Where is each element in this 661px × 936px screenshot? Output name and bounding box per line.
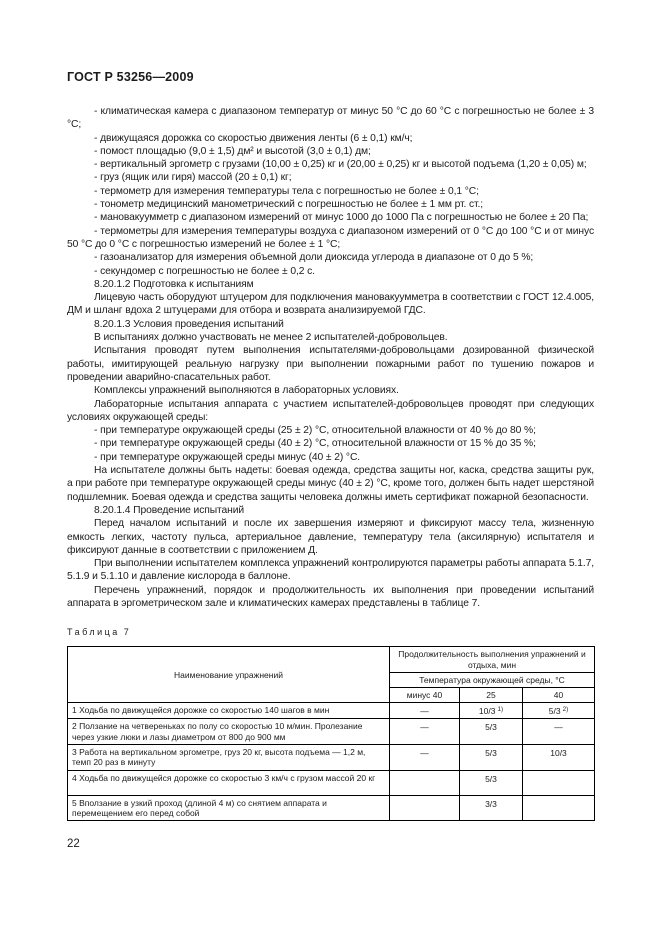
paragraph: - при температуре окружающей среды минус (40 ± 2) °С. xyxy=(94,451,361,463)
table-row xyxy=(68,719,595,745)
value-cell-40 xyxy=(523,795,595,821)
footnote-marker: 1) xyxy=(497,705,504,713)
paragraph: Комплексы упражнений выполняются в лабораторных условиях. xyxy=(94,385,399,397)
column-header-25: 25 xyxy=(460,688,523,703)
table-caption-number: 7 xyxy=(123,627,129,638)
paragraph: - секундомер с погрешностью не более ± 0,2 с. xyxy=(94,265,315,277)
column-header-temperature-group: Температура окружающей среды, °С xyxy=(390,672,595,687)
page-number: 22 xyxy=(67,838,80,851)
value-cell-40 xyxy=(523,770,595,795)
exercise-name-cell: 1 Ходьба по движущейся дорожке со скоростью 140 шагов в мин xyxy=(68,703,390,719)
exercise-name-cell: 5 Вползание в узкий проход (длиной 4 м) со снятием аппарата и перемещением его перед собой xyxy=(68,795,390,821)
value-cell-25: 5/3 xyxy=(460,770,523,795)
value-cell-minus-40: — xyxy=(390,719,460,745)
document-body xyxy=(67,105,594,610)
paragraph: - движущаяся дорожка со скоростью движения ленты (6 ± 0,1) км/ч; xyxy=(94,132,413,144)
paragraph: В испытаниях должно участвовать не менее 2 испытателей-добровольцев. xyxy=(94,332,448,344)
value-cell-minus-40 xyxy=(390,770,460,795)
value-cell-minus-40 xyxy=(390,795,460,821)
paragraph: - климатическая камера с диапазоном температур от минус 50 °С до 60 °С с погрешностью не более ± 3 °С; xyxy=(67,106,594,131)
paragraph: - груз (ящик или гиря) массой (20 ± 0,1) кг; xyxy=(94,172,292,184)
column-header-40: 40 xyxy=(523,688,595,703)
value-cell-25: 5/3 xyxy=(460,719,523,745)
exercise-name-cell: 3 Работа на вертикальном эргометре, груз 20 кг, высота подъема — 1,2 м, темп 20 раз в минуту xyxy=(68,745,390,771)
table-row xyxy=(68,745,595,771)
duration-value: 10/3 xyxy=(478,706,496,717)
duration-value: 5/3 xyxy=(548,706,561,717)
value-cell-minus-40: — xyxy=(390,703,460,719)
exercise-name-cell: 2 Ползание на четвереньках по полу со скоростью 10 м/мин. Пролезание через узкие люки и лазы диаметром от 800 до 900 мм xyxy=(68,719,390,745)
value-cell-25: 5/3 xyxy=(460,745,523,771)
table-row xyxy=(68,795,595,821)
table-caption xyxy=(67,627,594,638)
value-cell-25: 3/3 xyxy=(460,795,523,821)
paragraph: - помост площадью (9,0 ± 1,5) дм² и высотой (3,0 ± 0,1) дм; xyxy=(94,145,371,157)
paragraph: - газоанализатор для измерения объемной доли диоксида углерода в диапазоне от 0 до 5 %; xyxy=(94,252,534,264)
column-header-duration-group: Продолжительность выполнения упражнений и отдыха, мин xyxy=(390,647,595,673)
paragraph: - при температуре окружающей среды (25 ± 2) °С, относительной влажности от 40 % до 80 %; xyxy=(94,425,536,437)
paragraph: - мановакуумметр с диапазоном измерений от минус 1000 до 1000 Па с погрешностью не более ± 20 Па; xyxy=(94,212,589,224)
section-heading: 8.20.1.3 Условия проведения испытаний xyxy=(94,318,284,330)
footnote-marker: 2) xyxy=(562,705,569,713)
section-heading: 8.20.1.2 Подготовка к испытаниям xyxy=(94,278,254,290)
column-header-exercise-name: Наименование упражнений xyxy=(68,647,390,703)
value-cell-25 xyxy=(460,703,523,719)
paragraph: Перед началом испытаний и после их завершения измеряют и фиксируют массу тела, жизненную емкость легких, частоту пульса, артериальное давление, температуру тела (аксилярную) испытателя и фиксируют данные в соответствии с приложением Д. xyxy=(67,518,594,556)
paragraph: Испытания проводят путем выполнения испытателями-добровольцами дозированной физической работы, имитирующей реальную нагрузку при выполнении пожарными работ по тушению пожаров и проведении аварийно-спасательных работ. xyxy=(67,345,594,383)
table-header-row xyxy=(68,647,595,673)
value-cell-40 xyxy=(523,703,595,719)
table-caption-word: Таблица xyxy=(67,627,120,638)
paragraph: - при температуре окружающей среды (40 ± 2) °С, относительной влажности от 15 % до 35 %; xyxy=(94,438,536,450)
value-cell-minus-40: — xyxy=(390,745,460,771)
document-header: ГОСТ Р 53256—2009 xyxy=(67,70,194,84)
table-row xyxy=(68,770,595,795)
value-cell-40: — xyxy=(523,719,595,745)
paragraph: Перечень упражнений, порядок и продолжительность их выполнения при проведении испытаний аппарата в эргометрическом зале и климатических камерах представлены в таблице 7. xyxy=(67,584,594,609)
paragraph: - тонометр медицинский манометрический с погрешностью не более ± 1 мм рт. ст.; xyxy=(94,199,484,211)
value-cell-40: 10/3 xyxy=(523,745,595,771)
paragraph: - термометры для измерения температуры воздуха с диапазоном измерений от 0 °С до 100 °С и от минус 50 °С до 0 °С с погрешностью измерений не более ± 1 °С; xyxy=(67,225,594,250)
exercise-duration-table xyxy=(67,646,595,821)
paragraph: На испытателе должны быть надеты: боевая одежда, средства защиты ног, каска, средства защиты рук, а при работе при температуре окружающей среды минус (40 ± 2) °С, кроме того, должен быть надет шерстяной подшлемник. Боевая одежда и средства защиты человека должны иметь сертификат пожарной безопасности. xyxy=(67,465,594,503)
paragraph: Лицевую часть оборудуют штуцером для подключения мановакуумметра в соответствии с ГОСТ 12.4.005, ДМ и шланг вдоха 2 штуцерами для отбора и возврата анализируемой ГДС. xyxy=(67,292,594,317)
paragraph: - термометр для измерения температуры тела с погрешностью не более ± 0,1 °С; xyxy=(94,185,479,197)
exercise-name-cell: 4 Ходьба по движущейся дорожке со скоростью 3 км/ч с грузом массой 20 кг xyxy=(68,770,390,795)
table-row xyxy=(68,703,595,719)
paragraph: Лабораторные испытания аппарата с участием испытателей-добровольцев проводят при следующих условиях окружающей среды: xyxy=(67,398,594,423)
paragraph: - вертикальный эргометр с грузами (10,00 ± 0,25) кг и (20,00 ± 0,25) кг и высотой подъема (1,20 ± 0,05) м; xyxy=(94,159,587,171)
section-heading: 8.20.1.4 Проведение испытаний xyxy=(94,504,245,516)
paragraph: При выполнении испытателем комплекса упражнений контролируются параметры работы аппарата 5.1.7, 5.1.9 и 5.1.10 и давление кислорода в баллоне. xyxy=(67,558,594,583)
column-header-minus-40: минус 40 xyxy=(390,688,460,703)
